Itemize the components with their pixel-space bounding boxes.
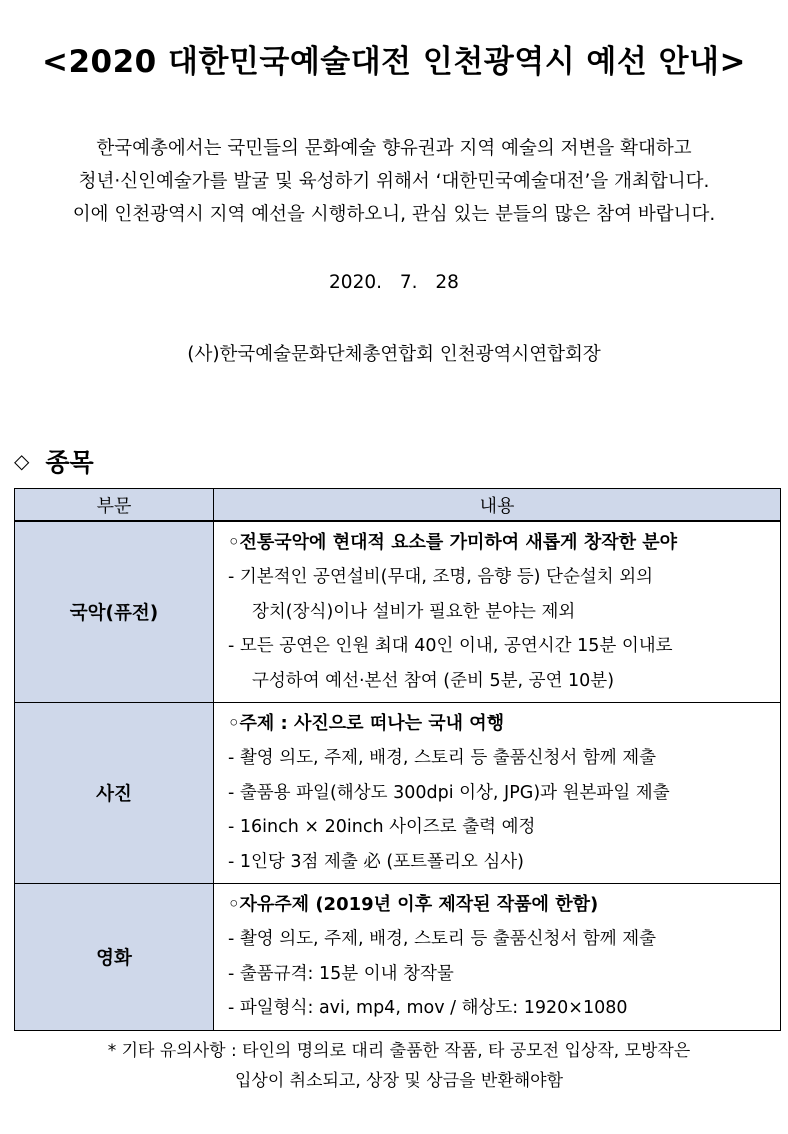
row-item: - 1인당 3점 제출 必 (포트폴리오 심사) — [228, 851, 524, 872]
diamond-bullet-icon: ◇ — [14, 449, 30, 473]
footnote — [14, 1036, 784, 1096]
category-cell: 사진 — [15, 703, 214, 884]
row-item: - 파일형식: avi, mp4, mov / 해상도: 1920×1080 — [228, 998, 628, 1018]
row-item: - 출품규격: 15분 이내 창작물 — [228, 963, 454, 984]
row-item: - 촬영 의도, 주제, 배경, 스토리 등 출품신청서 함께 제출 — [228, 929, 657, 949]
row-item: - 기본적인 공연설비(무대, 조명, 음향 등) 단순설치 외의 — [228, 567, 654, 587]
page-title: <2020 대한민국예술대전 인천광역시 예선 안내> — [42, 44, 746, 80]
row-headline: ◦전통국악에 현대적 요소를 가미하여 새롭게 창작한 분야 — [228, 532, 678, 553]
row-item: - 촬영 의도, 주제, 배경, 스토리 등 출품신청서 함께 제출 — [228, 748, 657, 768]
row-item: - 16inch × 20inch 사이즈로 출력 예정 — [228, 817, 536, 837]
row-headline: ◦주제 : 사진으로 떠나는 국내 여행 — [228, 713, 505, 734]
section-heading — [14, 443, 94, 479]
section-title: 종목 — [45, 448, 94, 477]
organization-name: (사)한국예술문화단체총연합회 인천광역시연합회장 — [187, 344, 601, 365]
content-cell — [214, 703, 781, 884]
table-row — [15, 884, 781, 1031]
table-row — [15, 703, 781, 884]
category-cell: 국악(퓨전) — [15, 521, 214, 703]
header-content: 내용 — [214, 489, 781, 522]
intro-line: 청년·신인예술가를 발굴 및 육성하기 위해서 ‘대한민국예술대전’을 개최합니다. — [78, 171, 710, 192]
row-item: - 출품용 파일(해상도 300dpi 이상, JPG)과 원본파일 제출 — [228, 782, 670, 803]
announcement-date: 2020. 7. 28 — [329, 272, 459, 293]
content-cell — [214, 884, 781, 1031]
category-cell: 영화 — [15, 884, 214, 1031]
row-item: 구성하여 예선·본선 참여 (준비 5분, 공연 10분) — [252, 670, 615, 691]
intro-paragraph — [0, 132, 788, 231]
footnote-line: * 기타 유의사항 : 타인의 명의로 대리 출품한 작품, 타 공모전 입상작, 모방작은 — [107, 1041, 691, 1061]
intro-line: 한국예총에서는 국민들의 문화예술 향유권과 지역 예술의 저변을 확대하고 — [96, 138, 692, 159]
header-category: 부문 — [15, 489, 214, 522]
category-table — [14, 488, 781, 1031]
table-header-row — [15, 489, 781, 522]
content-cell — [214, 521, 781, 703]
row-item: 장치(장식)이나 설비가 필요한 분야는 제외 — [252, 601, 576, 622]
table-row — [15, 521, 781, 703]
footnote-line: 입상이 취소되고, 상장 및 상금을 반환해야함 — [234, 1071, 564, 1091]
row-item: - 모든 공연은 인원 최대 40인 이내, 공연시간 15분 이내로 — [228, 636, 673, 656]
row-headline: ◦자유주제 (2019년 이후 제작된 작품에 한함) — [228, 894, 599, 915]
intro-line: 이에 인천광역시 지역 예선을 시행하오니, 관심 있는 분들의 많은 참여 바랍니다. — [72, 204, 716, 225]
